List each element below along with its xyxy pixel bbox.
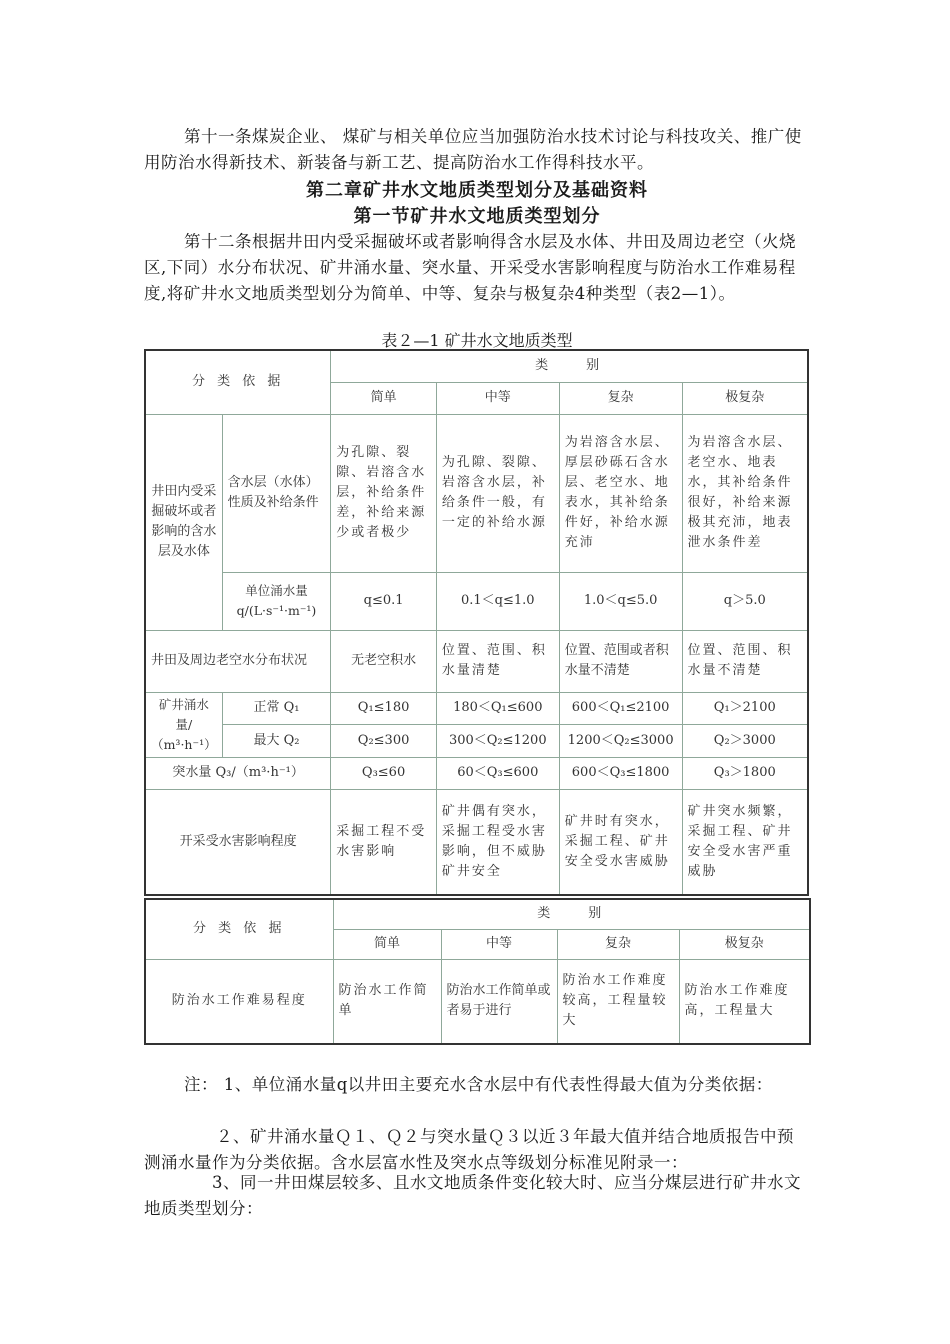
group-aquifer-label: 井田内受采掘破坏或者影响的含水层及水体 bbox=[145, 414, 222, 630]
mine-inflow-label: 矿井涌水量/ bbox=[158, 696, 209, 732]
unit-flow-row-label bbox=[222, 572, 331, 630]
burst-cell: 600＜Q₃≤1800 bbox=[559, 757, 682, 789]
col-very-complex: 极复杂 bbox=[682, 382, 808, 414]
difficulty-cell: 防治水工作简单或者易于进行 bbox=[441, 959, 557, 1044]
aquifer-cell: 为岩溶含水层、老空水、地表水，其补给条件很好，补给来源极其充沛，地表泄水条件差 bbox=[682, 414, 808, 572]
burst-row-label: 突水量 Q₃/（m³·h⁻¹） bbox=[145, 757, 331, 789]
hydrogeology-type-table bbox=[144, 349, 809, 896]
impact-cell: 矿井时有突水，采掘工程、矿井安全受水害威胁 bbox=[559, 789, 682, 895]
normal-inflow-cell: Q₁＞2100 bbox=[682, 692, 808, 725]
unit-flow-cell: 1.0＜q≤5.0 bbox=[559, 572, 682, 630]
old-void-cell: 位置、范围或者积水量不清楚 bbox=[559, 630, 682, 692]
article-12-paragraph: 第十二条根据井田内受采掘破坏或者影响得含水层及水体、井田及周边老空（火烧区,下同）水分布状况、矿井涌水量、突水量、开采受水害影响程度与防治水工作难易程度,将矿井水文地质类型划分为简单、中等、复杂与极复杂4种类型（表2—1）。 bbox=[144, 232, 796, 303]
table-caption: 表２—1 矿井水文地质类型 bbox=[381, 331, 573, 350]
max-inflow-label: 最大 Q₂ bbox=[222, 725, 331, 758]
unit-flow-cell: q≤0.1 bbox=[331, 572, 437, 630]
impact-cell: 矿井突水频繁，采掘工程、矿井安全受水害严重威胁 bbox=[682, 789, 808, 895]
difficulty-row-label: 防治水工作难易程度 bbox=[145, 959, 333, 1044]
max-inflow-cell: 1200＜Q₂≤3000 bbox=[559, 725, 682, 758]
unit-flow-cell: q＞5.0 bbox=[682, 572, 808, 630]
unit-flow-label: 单位涌水量 bbox=[245, 583, 308, 598]
basis-header: 分 类 依 据 bbox=[145, 899, 333, 959]
max-inflow-cell: 300＜Q₂≤1200 bbox=[436, 725, 559, 758]
note-2: ２、矿井涌水量Ｑ１、Ｑ２与突水量Ｑ３以近３年最大值并结合地质报告中预测涌水量作为分类依据。含水层富水性及突水点等级划分标准见附录一： bbox=[144, 1127, 794, 1172]
basis-header: 分 类 依 据 bbox=[145, 350, 331, 414]
burst-cell: 60＜Q₃≤600 bbox=[436, 757, 559, 789]
aquifer-cell: 为孔隙、裂隙、岩溶含水层，补给条件一般，有一定的补给水源 bbox=[436, 414, 559, 572]
unit-flow-unit: q/(L·s⁻¹·m⁻¹) bbox=[236, 603, 317, 618]
chapter-title: 第二章矿井水文地质类型划分及基础资料 bbox=[306, 180, 648, 201]
col-complex: 复杂 bbox=[559, 382, 682, 414]
article-11-paragraph: 第十一条煤炭企业、 煤矿与相关单位应当加强防治水技术讨论与科技攻关、推广使用防治水得新技术、新装备与新工艺、提高防治水工作得科技水平。 bbox=[144, 127, 802, 172]
col-simple: 简单 bbox=[331, 382, 437, 414]
aquifer-cell: 为孔隙、裂隙、岩溶含水层，补给条件差，补给来源少或者极少 bbox=[331, 414, 437, 572]
impact-cell: 采掘工程不受水害影响 bbox=[331, 789, 437, 895]
unit-flow-cell: 0.1＜q≤1.0 bbox=[436, 572, 559, 630]
aquifer-row-label: 含水层（水体）性质及补给条件 bbox=[222, 414, 331, 572]
old-void-cell: 无老空积水 bbox=[331, 630, 437, 692]
old-void-cell: 位置、范围、积水量清楚 bbox=[436, 630, 559, 692]
normal-inflow-cell: 600＜Q₁≤2100 bbox=[559, 692, 682, 725]
old-void-cell: 位置、范围、积水量不清楚 bbox=[682, 630, 808, 692]
difficulty-table bbox=[144, 898, 811, 1045]
max-inflow-cell: Q₂≤300 bbox=[331, 725, 437, 758]
normal-inflow-cell: 180＜Q₁≤600 bbox=[436, 692, 559, 725]
difficulty-cell: 防治水工作难度较高，工程量较大 bbox=[557, 959, 679, 1044]
impact-row-label: 开采受水害影响程度 bbox=[145, 789, 331, 895]
mine-inflow-row-label bbox=[145, 692, 222, 757]
col-medium: 中等 bbox=[436, 382, 559, 414]
col-medium: 中等 bbox=[441, 929, 557, 959]
note-3: 3、同一井田煤层较多、且水文地质条件变化较大时、应当分煤层进行矿井水文地质类型划分： bbox=[144, 1173, 801, 1218]
category-header: 类 别 bbox=[331, 350, 808, 382]
burst-cell: Q₃≤60 bbox=[331, 757, 437, 789]
difficulty-cell: 防治水工作简单 bbox=[333, 959, 441, 1044]
mine-inflow-unit: （m³·h⁻¹） bbox=[151, 736, 217, 752]
col-simple: 简单 bbox=[333, 929, 441, 959]
col-complex: 复杂 bbox=[557, 929, 679, 959]
impact-cell: 矿井偶有突水，采掘工程受水害影响，但不威胁矿井安全 bbox=[436, 789, 559, 895]
difficulty-cell: 防治水工作难度高，工程量大 bbox=[679, 959, 810, 1044]
col-very-complex: 极复杂 bbox=[679, 929, 810, 959]
max-inflow-cell: Q₂＞3000 bbox=[682, 725, 808, 758]
note-1: 注： 1、单位涌水量q以井田主要充水含水层中有代表性得最大值为分类依据： bbox=[184, 1075, 773, 1094]
normal-inflow-label: 正常 Q₁ bbox=[222, 692, 331, 725]
normal-inflow-cell: Q₁≤180 bbox=[331, 692, 437, 725]
old-void-row-label: 井田及周边老空水分布状况 bbox=[145, 630, 331, 692]
aquifer-cell: 为岩溶含水层、厚层砂砾石含水层、老空水、地表水，其补给条件好，补给水源充沛 bbox=[559, 414, 682, 572]
category-header: 类 别 bbox=[333, 899, 810, 929]
burst-cell: Q₃＞1800 bbox=[682, 757, 808, 789]
section-title: 第一节矿井水文地质类型划分 bbox=[353, 206, 601, 227]
